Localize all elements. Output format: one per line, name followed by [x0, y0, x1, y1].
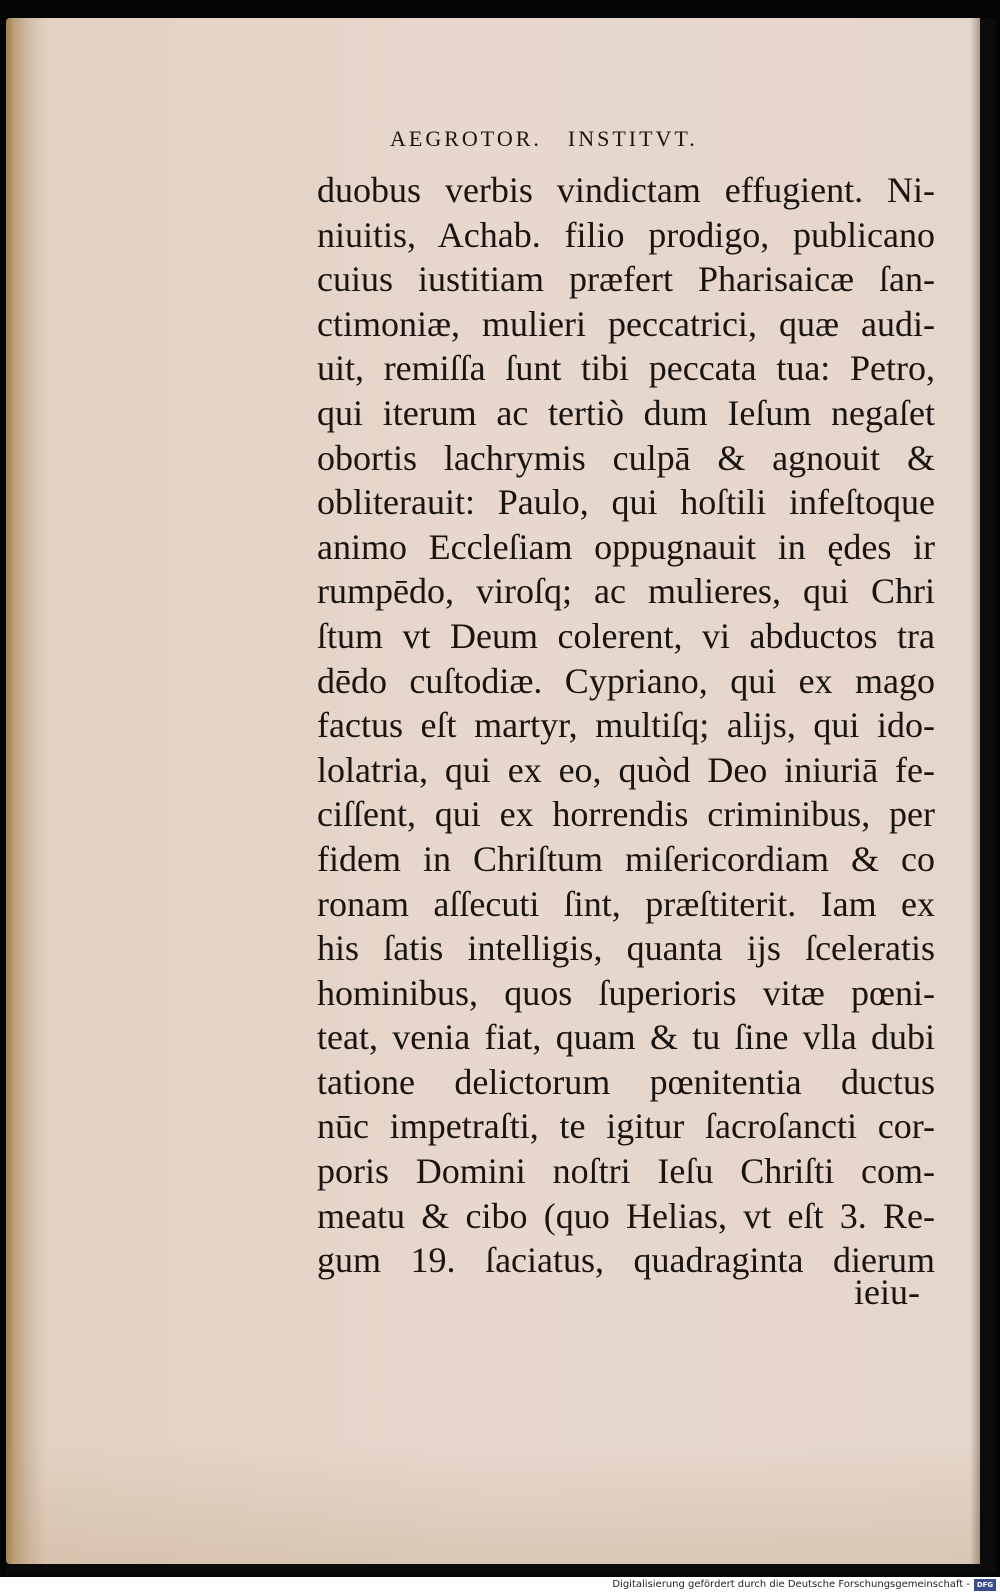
text-line: factus eſt martyr, multiſq; alijs, qui ido- — [317, 705, 935, 746]
text-line: ſtum vt Deum colerent, vi abductos tra — [317, 615, 935, 656]
running-head-right: INSTITVT. — [567, 126, 698, 151]
text-line: his ſatis intelligis, quanta ijs ſceleratis — [317, 928, 935, 969]
funding-notice: Digitalisierung gefördert durch die Deutsche Forschungsgemeinschaft - — [612, 1579, 970, 1590]
text-line: dēdo cuſtodiæ. Cypriano, qui ex mago — [317, 660, 935, 701]
text-line: hominibus, quos ſuperioris vitæ pœni- — [317, 972, 935, 1013]
text-line: ciſſent, qui ex horrendis criminibus, per — [317, 794, 935, 835]
text-line: meatu & cibo (quo Helias, vt eſt 3. Re- — [317, 1195, 935, 1236]
text-line: poris Domini noſtri Ieſu Chriſti com- — [317, 1151, 935, 1192]
paper-stain — [6, 1444, 980, 1564]
text-line: qui iterum ac tertiò dum Ieſum negaſet — [317, 392, 935, 433]
page-edge — [970, 18, 980, 1564]
text-line: uit, remiſſa ſunt tibi peccata tua: Petro, — [317, 348, 935, 389]
body-text — [317, 168, 935, 1283]
text-line: niuitis, Achab. filio prodigo, publicano — [317, 214, 935, 255]
text-line: duobus verbis vindictam effugient. Ni- — [317, 170, 935, 210]
text-line: cuius iustitiam præfert Pharisaicæ ſan- — [317, 259, 935, 300]
page-frame — [6, 18, 996, 1573]
text-line: nūc impetraſti, te igitur ſacroſancti cor- — [317, 1106, 935, 1147]
footer-bar — [0, 1577, 1000, 1594]
text-line: gum 19. ſaciatus, quadraginta dierum — [317, 1240, 935, 1281]
running-head-left: AEGROTOR. — [390, 126, 542, 151]
gutter-shadow — [6, 18, 46, 1564]
text-line: ctimoniæ, mulieri peccatrici, quæ audi- — [317, 303, 935, 344]
text-line: tatione delictorum pœnitentia ductus — [317, 1061, 935, 1102]
text-line: obliterauit: Paulo, qui hoſtili infeſtoque — [317, 482, 935, 523]
catchword: ieiu- — [854, 1272, 920, 1312]
text-line: ronam aſſecuti ſint, præſtiterit. Iam ex — [317, 883, 935, 924]
text-line: obortis lachrymis culpā & agnouit & — [317, 437, 935, 478]
running-head — [390, 126, 724, 152]
text-line: rumpēdo, viroſq; ac mulieres, qui Chri — [317, 571, 935, 612]
book-page — [6, 18, 980, 1564]
text-line: teat, venia fiat, quam & tu ſine vlla dubi — [317, 1017, 935, 1058]
text-line: lolatria, qui ex eo, quòd Deo iniuriā fe- — [317, 749, 935, 790]
text-line: fidem in Chriſtum miſericordiam & co — [317, 838, 935, 879]
text-line: animo Eccleſiam oppugnauit in ędes ir — [317, 526, 935, 567]
dfg-logo: DFG — [974, 1579, 996, 1591]
